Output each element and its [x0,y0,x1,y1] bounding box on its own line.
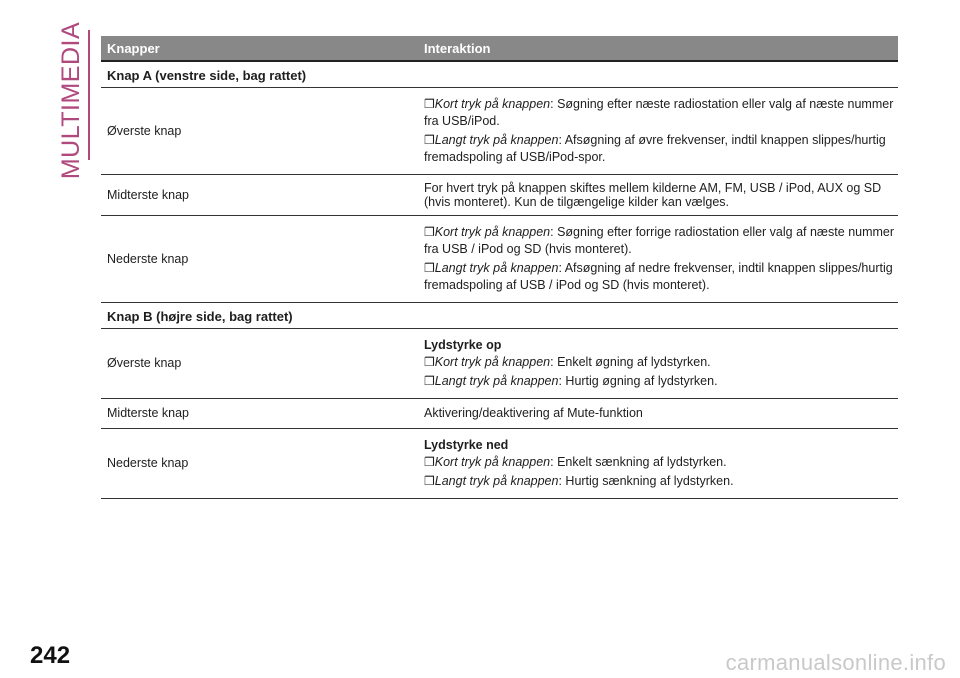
watermark: carmanualsonline.info [725,650,946,675]
table-row [101,429,898,499]
list-item [424,132,898,166]
section-side-title [54,21,90,179]
list-item [424,260,898,294]
row-heading: Lydstyrke op [424,338,502,352]
table-row [101,88,898,175]
entry-lead: Kort tryk på knappen [434,97,551,111]
checkbox-bullet-icon: ❒ [424,133,435,147]
list-item [424,96,898,130]
row-label: Midterste knap [107,406,189,420]
row-label: Midterste knap [107,187,189,202]
checkbox-bullet-icon: ❒ [424,474,435,488]
entry-text: : Enkelt sænkning af lydstyrken. [550,455,727,469]
entry-text: : Enkelt øgning af lydstyrken. [550,355,711,369]
list-item [424,354,898,371]
checkbox-bullet-icon: ❒ [424,225,435,239]
entry-text: : Hurtig sænkning af lydstyrken. [558,474,734,488]
section-side-title-text: MULTIMEDIA [57,21,86,179]
list-item [424,224,898,258]
entry-text: : Søgning efter forrige radiostation eller valg af næste nummer fra USB / iPod og SD (hvis monteret). [424,225,895,256]
entry-text: : Afsøgning af øvre frekvenser, indtil knappen slippes/hurtig fremadspoling af USB/iPod-spor. [424,133,886,164]
checkbox-bullet-icon: ❒ [424,261,435,275]
entry-text: : Hurtig øgning af lydstyrken. [558,374,718,388]
section-title-a: Knap A (venstre side, bag rattet) [101,62,898,88]
controls-table [101,36,898,499]
row-description [412,88,898,174]
entry-lead: Langt tryk på knappen [434,374,559,388]
row-description [412,216,898,302]
entry-lead: Kort tryk på knappen [434,225,551,239]
table-header [101,36,898,62]
entry-lead: Langt tryk på knappen [434,133,559,147]
row-description [412,329,898,398]
side-title-rule [88,30,90,160]
row-description [412,429,898,498]
row-label: Øverste knap [107,123,182,138]
list-item [424,473,898,490]
table-row [101,216,898,303]
checkbox-bullet-icon: ❒ [424,355,435,369]
row-label: Nederste knap [107,251,189,266]
checkbox-bullet-icon: ❒ [424,374,435,388]
checkbox-bullet-icon: ❒ [424,97,435,111]
list-item [424,373,898,390]
list-item [424,454,898,471]
entry-text: : Afsøgning af nedre frekvenser, indtil knappen slippes/hurtig fremadspoling af USB / iPod og SD (hvis monteret). [424,261,893,292]
row-description: Aktivering/deaktivering af Mute-funktion [424,406,643,420]
section-title-b: Knap B (højre side, bag rattet) [101,303,898,329]
row-description: For hvert tryk på knappen skiftes mellem kilderne AM, FM, USB / iPod, AUX og SD (hvis monteret). Kun de tilgængelige kilder kan vælges. [424,181,882,209]
entry-lead: Langt tryk på knappen [434,474,559,488]
header-interaction: Interaktion [424,40,491,56]
entry-lead: Kort tryk på knappen [434,355,551,369]
row-label: Nederste knap [107,456,189,470]
table-row [101,399,898,429]
table-row [101,329,898,399]
table-row [101,175,898,216]
row-heading: Lydstyrke ned [424,438,509,452]
checkbox-bullet-icon: ❒ [424,455,435,469]
entry-text: : Søgning efter næste radiostation eller valg af næste nummer fra USB/iPod. [424,97,894,128]
entry-lead: Kort tryk på knappen [434,455,551,469]
row-label: Øverste knap [107,356,182,370]
entry-lead: Langt tryk på knappen [434,261,559,275]
header-buttons: Knapper [107,40,160,56]
page-number: 242 [30,642,71,669]
